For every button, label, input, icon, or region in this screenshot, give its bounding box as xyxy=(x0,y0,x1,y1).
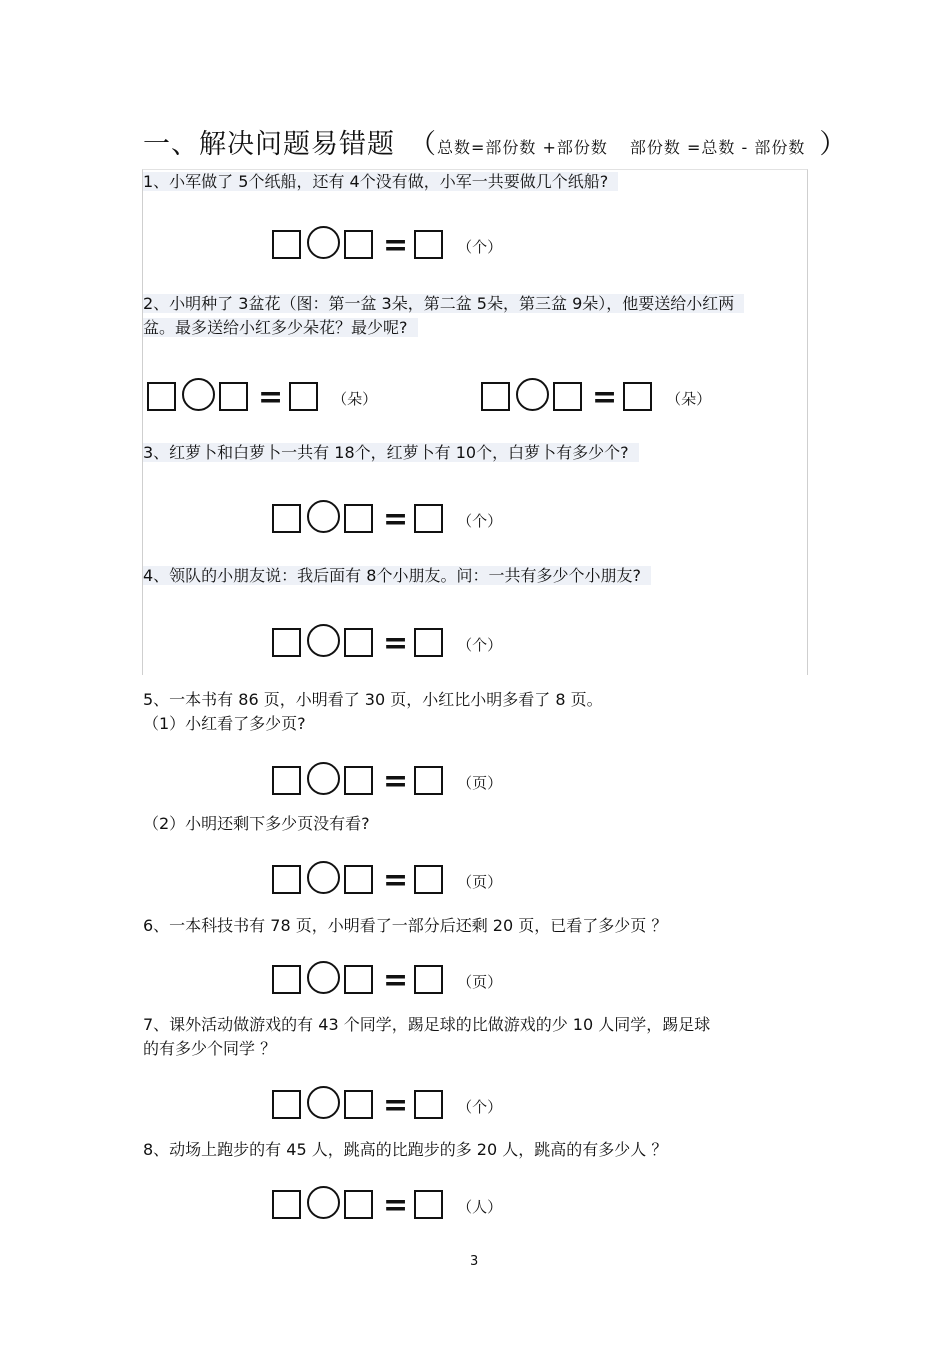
answer-box[interactable] xyxy=(147,382,176,411)
answer-box[interactable] xyxy=(344,230,373,259)
title-main: 一、解决问题易错题 xyxy=(143,129,395,160)
unit-label: （朵） xyxy=(332,390,378,408)
equals-sign: = xyxy=(258,380,284,415)
result-box[interactable] xyxy=(623,382,652,411)
question-5-part-2: （2）小明还剩下多少页没有看? xyxy=(143,814,370,833)
operator-circle[interactable] xyxy=(307,500,340,533)
answer-box[interactable] xyxy=(272,504,301,533)
result-box[interactable] xyxy=(414,628,443,657)
operator-circle[interactable] xyxy=(307,961,340,994)
title-open-paren: （ xyxy=(409,129,437,160)
answer-box[interactable] xyxy=(219,382,248,411)
question-8: 8、动场上跑步的有 45 人，跳高的比跑步的多 20 人，跳高的有多少人 ？ xyxy=(143,1140,668,1159)
answer-box[interactable] xyxy=(272,865,301,894)
equation-5-2 xyxy=(272,861,503,898)
operator-circle[interactable] xyxy=(307,762,340,795)
result-box[interactable] xyxy=(414,1090,443,1119)
equals-sign: = xyxy=(383,626,409,661)
operator-circle[interactable] xyxy=(307,1086,340,1119)
operator-circle[interactable] xyxy=(307,226,340,259)
equation-7 xyxy=(272,1086,503,1123)
title-close-paren: ） xyxy=(819,129,848,160)
answer-box[interactable] xyxy=(272,1190,301,1219)
formula-part: 部份数 =总数 - 部份数 xyxy=(629,138,806,157)
answer-box[interactable] xyxy=(344,965,373,994)
equation-2b xyxy=(481,378,712,415)
result-box[interactable] xyxy=(414,965,443,994)
question-1: 1、小军做了 5个纸船，还有 4个没有做，小军一共要做几个纸船? xyxy=(143,170,618,194)
equation-2a xyxy=(147,378,378,415)
operator-circle[interactable] xyxy=(182,378,215,411)
unit-label: （页） xyxy=(457,873,503,891)
answer-box[interactable] xyxy=(344,865,373,894)
operator-circle[interactable] xyxy=(307,624,340,657)
page-number: 3 xyxy=(470,1254,479,1269)
answer-box[interactable] xyxy=(272,965,301,994)
answer-box[interactable] xyxy=(344,628,373,657)
answer-box[interactable] xyxy=(553,382,582,411)
answer-box[interactable] xyxy=(272,230,301,259)
equation-6 xyxy=(272,961,503,998)
equals-sign: = xyxy=(383,1188,409,1223)
equals-sign: = xyxy=(383,1088,409,1123)
question-3: 3、红萝卜和白萝卜一共有 18个，红萝卜有 10个，白萝卜有多少个? xyxy=(143,441,639,465)
unit-label: （个） xyxy=(457,1098,503,1116)
answer-box[interactable] xyxy=(344,504,373,533)
equals-sign: = xyxy=(383,228,409,263)
unit-label: （个） xyxy=(457,238,503,256)
operator-circle[interactable] xyxy=(516,378,549,411)
result-box[interactable] xyxy=(414,766,443,795)
equation-5-1 xyxy=(272,762,503,799)
answer-box[interactable] xyxy=(272,766,301,795)
answer-box[interactable] xyxy=(344,1190,373,1219)
equation-8 xyxy=(272,1186,503,1223)
question-5-part-1: （1）小红看了多少页? xyxy=(143,714,306,733)
equation-3 xyxy=(272,500,503,537)
unit-label: （页） xyxy=(457,774,503,792)
question-5: 5、一本书有 86 页，小明看了 30 页，小红比小明多看了 8 页。 xyxy=(143,690,603,709)
unit-label: （朵） xyxy=(666,390,712,408)
result-box[interactable] xyxy=(414,230,443,259)
answer-box[interactable] xyxy=(272,1090,301,1119)
operator-circle[interactable] xyxy=(307,861,340,894)
unit-label: （页） xyxy=(457,973,503,991)
question-4: 4、领队的小朋友说：我后面有 8个小朋友。问：一共有多少个小朋友? xyxy=(143,564,651,588)
answer-box[interactable] xyxy=(344,766,373,795)
result-box[interactable] xyxy=(414,865,443,894)
equation-1 xyxy=(272,226,503,263)
question-6: 6、一本科技书有 78 页，小明看了一部分后还剩 20 页，已看了多少页 ？ xyxy=(143,916,668,935)
unit-label: （个） xyxy=(457,636,503,654)
equals-sign: = xyxy=(383,963,409,998)
result-box[interactable] xyxy=(414,504,443,533)
equation-4 xyxy=(272,624,503,661)
answer-box[interactable] xyxy=(481,382,510,411)
equals-sign: = xyxy=(383,863,409,898)
operator-circle[interactable] xyxy=(307,1186,340,1219)
answer-box[interactable] xyxy=(344,1090,373,1119)
result-box[interactable] xyxy=(414,1190,443,1219)
equals-sign: = xyxy=(592,380,618,415)
section-title xyxy=(143,122,847,161)
equals-sign: = xyxy=(383,764,409,799)
unit-label: （个） xyxy=(457,512,503,530)
result-box[interactable] xyxy=(289,382,318,411)
equals-sign: = xyxy=(383,502,409,537)
question-7: 7、课外活动做游戏的有 43 个同学，踢足球的比做游戏的少 10 人同学，踢足球 的有多少个同学 ？ xyxy=(143,1015,711,1058)
formula-total: 总数=部份数 +部份数 xyxy=(437,138,608,157)
answer-box[interactable] xyxy=(272,628,301,657)
unit-label: （人） xyxy=(457,1198,503,1216)
question-2: 2、小明种了 3盆花（图：第一盆 3朵，第二盆 5朵，第三盆 9朵），他要送给小红两 盆。最多送给小红多少朵花？最少呢? xyxy=(143,292,744,340)
